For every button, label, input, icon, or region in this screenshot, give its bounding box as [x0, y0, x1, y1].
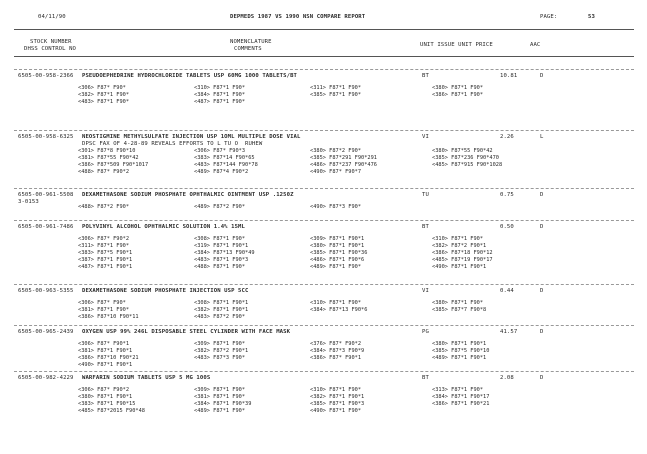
nomenclature: NEOSTIGMINE METHYLSULFATE INJECTION USP 1OML MULTIPLE DOSE VIAL [82, 134, 301, 140]
col-aac: AAC [530, 42, 541, 48]
usage-code: <306> F87* F90* [78, 85, 126, 91]
usage-code: <306> F87* F90*3 [194, 148, 246, 154]
usage-code: <381> F87*55 F90*42 [78, 155, 139, 161]
unit-of-issue: VI [422, 288, 429, 294]
stock-number: 6505-00-958-6325 [18, 134, 74, 140]
usage-code: <384> F87*1 F90* [194, 92, 246, 98]
nomenclature: WARFARIN SODIUM TABLETS USP 5 MG 100S [82, 375, 211, 381]
usage-code: <383> F87*14 F90*65 [194, 155, 255, 161]
usage-code: <384> F87*13 F90*49 [194, 250, 255, 256]
usage-code: <382> F87*1 F90* [78, 92, 130, 98]
usage-code: <386> F87*10 F90*21 [78, 355, 139, 361]
col-control-number: DHSS CONTROL NO [24, 46, 77, 52]
usage-code: <384> F87*13 F90*6 [310, 307, 368, 313]
usage-code: <306> F87* F90*2 [78, 387, 130, 393]
usage-code: <386> F87*1 F90*21 [432, 401, 490, 407]
usage-code: <490> F87*1 F90* [310, 408, 362, 414]
nomenclature: DEXAMETHASONE SODIUM PHOSPHATE INJECTION USP 5CC [82, 288, 249, 294]
unit-price: 2.08 [500, 375, 514, 381]
usage-code: <385> F87*1 F90* [310, 92, 362, 98]
usage-code: <309> F87*1 F90*1 [310, 236, 365, 242]
usage-code: <385> F87*5 F90*10 [432, 348, 490, 354]
usage-code: <386> F87*18 F90*12 [432, 250, 493, 256]
usage-code: <483> F87*1 F90*3 [194, 257, 249, 263]
unit-of-issue: PG [422, 329, 429, 335]
unit-of-issue: VI [422, 134, 429, 140]
unit-of-issue: BT [422, 375, 429, 381]
usage-code: <385> F87*7 F90*8 [432, 307, 487, 313]
usage-code: <380> F87*1 F90* [432, 85, 484, 91]
usage-code: <376> F87* F90*2 [310, 341, 362, 347]
usage-code: <386> F87*509 F90*1017 [78, 162, 149, 168]
aac-code: D [540, 224, 544, 230]
usage-code: <385> F87*291 F90*291 [310, 155, 377, 161]
usage-code: <385> F87*236 F90*470 [432, 155, 499, 161]
report-title: DEPMEDS 1987 VS 1990 NSN COMPARE REPORT [230, 14, 366, 20]
aac-code: D [540, 288, 544, 294]
usage-code: <381> F87*1 F90* [78, 307, 130, 313]
usage-code: <387> F87*1 F90*1 [78, 257, 133, 263]
stock-number: 6505-00-961-7486 [18, 224, 74, 230]
usage-code: <308> F87*1 F90*1 [194, 300, 249, 306]
stock-number: 6505-00-958-2366 [18, 73, 74, 79]
usage-code: <380> F87*1 F90* [432, 300, 484, 306]
usage-code: <385> F87*1 F90*3 [310, 401, 365, 407]
stock-number: 6505-00-982-4229 [18, 375, 74, 381]
usage-code: <490> F87*3 F90* [310, 204, 362, 210]
unit-of-issue: BT [422, 73, 429, 79]
usage-code: <488> F87*2 F90* [78, 204, 130, 210]
usage-code: <489> F87*1 F90* [310, 264, 362, 270]
usage-code: <380> F87*2 F90* [310, 148, 362, 154]
item-separator [14, 188, 634, 189]
usage-code: <310> F87*1 F90* [310, 387, 362, 393]
usage-code: <483> F87*1 F90* [78, 99, 130, 105]
usage-code: <490> F87* F90*7 [310, 169, 362, 175]
report-date: 04/11/90 [38, 14, 66, 20]
nomenclature: DEXAMETHASONE SODIUM PHOSPHATE OPHTHALMIC OINTMENT USP .1250Z [82, 192, 294, 198]
page-number: 53 [588, 14, 595, 20]
usage-code: <486> F87*1 F90*6 [310, 257, 365, 263]
aac-code: D [540, 192, 544, 198]
unit-price: 0.50 [500, 224, 514, 230]
usage-code: <380> F87*1 F90*1 [432, 341, 487, 347]
usage-code: <386> F87*10 F90*11 [78, 314, 139, 320]
usage-code: <489> F87*2 F90* [194, 204, 246, 210]
aac-code: D [540, 73, 544, 79]
usage-code: <488> F87* F90*2 [78, 169, 130, 175]
unit-price: 41.57 [500, 329, 518, 335]
item-separator [14, 130, 634, 131]
usage-code: <384> F87*1 F90*17 [432, 394, 490, 400]
unit-of-issue: BT [422, 224, 429, 230]
usage-code: <311> F87*1 F90* [310, 85, 362, 91]
usage-code: <489> F87*1 F90* [194, 408, 246, 414]
item-separator [14, 325, 634, 326]
usage-code: <306> F87* F90* [78, 300, 126, 306]
usage-code: <490> F87*1 F90*1 [78, 362, 133, 368]
col-comments: COMMENTS [234, 46, 262, 52]
usage-code: <382> F87*1 F90*1 [194, 307, 249, 313]
usage-code: <380> F87*55 F90*42 [432, 148, 493, 154]
usage-code: <488> F87*1 F90* [194, 264, 246, 270]
usage-code: <311> F87*1 F90* [78, 243, 130, 249]
stock-number: 6505-00-963-5355 [18, 288, 74, 294]
control-number: 3-0153 [18, 199, 39, 205]
usage-code: <313> F87*1 F90* [432, 387, 484, 393]
page-label: PAGE: [540, 14, 558, 20]
usage-code: <310> F87*1 F90* [310, 300, 362, 306]
usage-code: <487> F87*1 F90*1 [78, 264, 133, 270]
usage-code: <309> F87*1 F90* [194, 341, 246, 347]
comment: DPSC FAX OF 4-28-89 REVEALS EFFORTS TO L TU O RUHEW [82, 141, 263, 147]
usage-code: <386> F87* F90*1 [310, 355, 362, 361]
item-separator [14, 69, 634, 70]
aac-code: D [540, 375, 544, 381]
usage-code: <381> F87*1 F90* [194, 394, 246, 400]
header-rule [14, 29, 634, 30]
usage-code: <319> F87*1 F90*1 [194, 243, 249, 249]
usage-code: <381> F87*1 F90*1 [78, 348, 133, 354]
unit-price: 10.81 [500, 73, 518, 79]
usage-code: <386> F87*1 F90* [432, 92, 484, 98]
usage-code: <310> F87*1 F90* [194, 85, 246, 91]
item-separator [14, 284, 634, 285]
unit-price: 2.26 [500, 134, 514, 140]
usage-code: <306> F87* F90*2 [78, 236, 130, 242]
usage-code: <382> F87*1 F90*1 [310, 394, 365, 400]
usage-code: <486> F87*237 F90*476 [310, 162, 377, 168]
usage-code: <487> F87*1 F90* [194, 99, 246, 105]
col-unit-issue-price: UNIT ISSUE UNIT PRICE [420, 42, 493, 48]
usage-code: <382> F87*2 F90*1 [432, 243, 487, 249]
nomenclature: PSEUDOEPHEDRINE HYDROCHLORIDE TABLETS USP 60MG 1000 TABLETS/BT [82, 73, 297, 79]
usage-code: <380> F87*1 F90*1 [310, 243, 365, 249]
usage-code: <383> F87*5 F90*1 [78, 250, 133, 256]
usage-code: <309> F87*1 F90* [194, 387, 246, 393]
usage-code: <489> F87*1 F90*1 [432, 355, 487, 361]
usage-code: <485> F87*2015 F90*48 [78, 408, 145, 414]
columns-rule [14, 56, 634, 57]
item-separator [14, 371, 634, 372]
usage-code: <383> F87*1 F90*15 [78, 401, 136, 407]
usage-code: <306> F87* F90*1 [78, 341, 130, 347]
aac-code: D [540, 329, 544, 335]
item-separator [14, 220, 634, 221]
usage-code: <301> F87*8 F90*10 [78, 148, 136, 154]
usage-code: <490> F87*1 F90*1 [432, 264, 487, 270]
unit-price: 0.44 [500, 288, 514, 294]
col-stock-number: STOCK NUMBER [30, 39, 72, 45]
stock-number: 6505-00-961-5508 [18, 192, 74, 198]
usage-code: <384> F87*1 F90*39 [194, 401, 252, 407]
usage-code: <384> F87*3 F90*9 [310, 348, 365, 354]
usage-code: <485> F87*915 F90*1028 [432, 162, 503, 168]
stock-number: 6505-00-965-2439 [18, 329, 74, 335]
nomenclature: POLYVINYL ALCOHOL OPHTHALMIC SOLUTION 1.4% 15ML [82, 224, 245, 230]
nomenclature: OXYGEN USP 99% 246L DISPOSABLE STEEL CYLINDER WITH FACE MASK [82, 329, 291, 335]
usage-code: <485> F87*19 F90*17 [432, 257, 493, 263]
usage-code: <483> F87*2 F90* [194, 314, 246, 320]
usage-code: <310> F87*1 F90* [432, 236, 484, 242]
aac-code: L [540, 134, 544, 140]
col-nomenclature: NOMENCLATURE [230, 39, 272, 45]
usage-code: <489> F87*4 F90*2 [194, 169, 249, 175]
unit-of-issue: TU [422, 192, 429, 198]
usage-code: <382> F87*2 F90*1 [194, 348, 249, 354]
usage-code: <483> F87*144 F90*78 [194, 162, 258, 168]
usage-code: <380> F87*1 F90*1 [78, 394, 133, 400]
usage-code: <385> F87*1 F90*36 [310, 250, 368, 256]
unit-price: 0.75 [500, 192, 514, 198]
usage-code: <308> F87*1 F90* [194, 236, 246, 242]
usage-code: <483> F87*3 F90* [194, 355, 246, 361]
